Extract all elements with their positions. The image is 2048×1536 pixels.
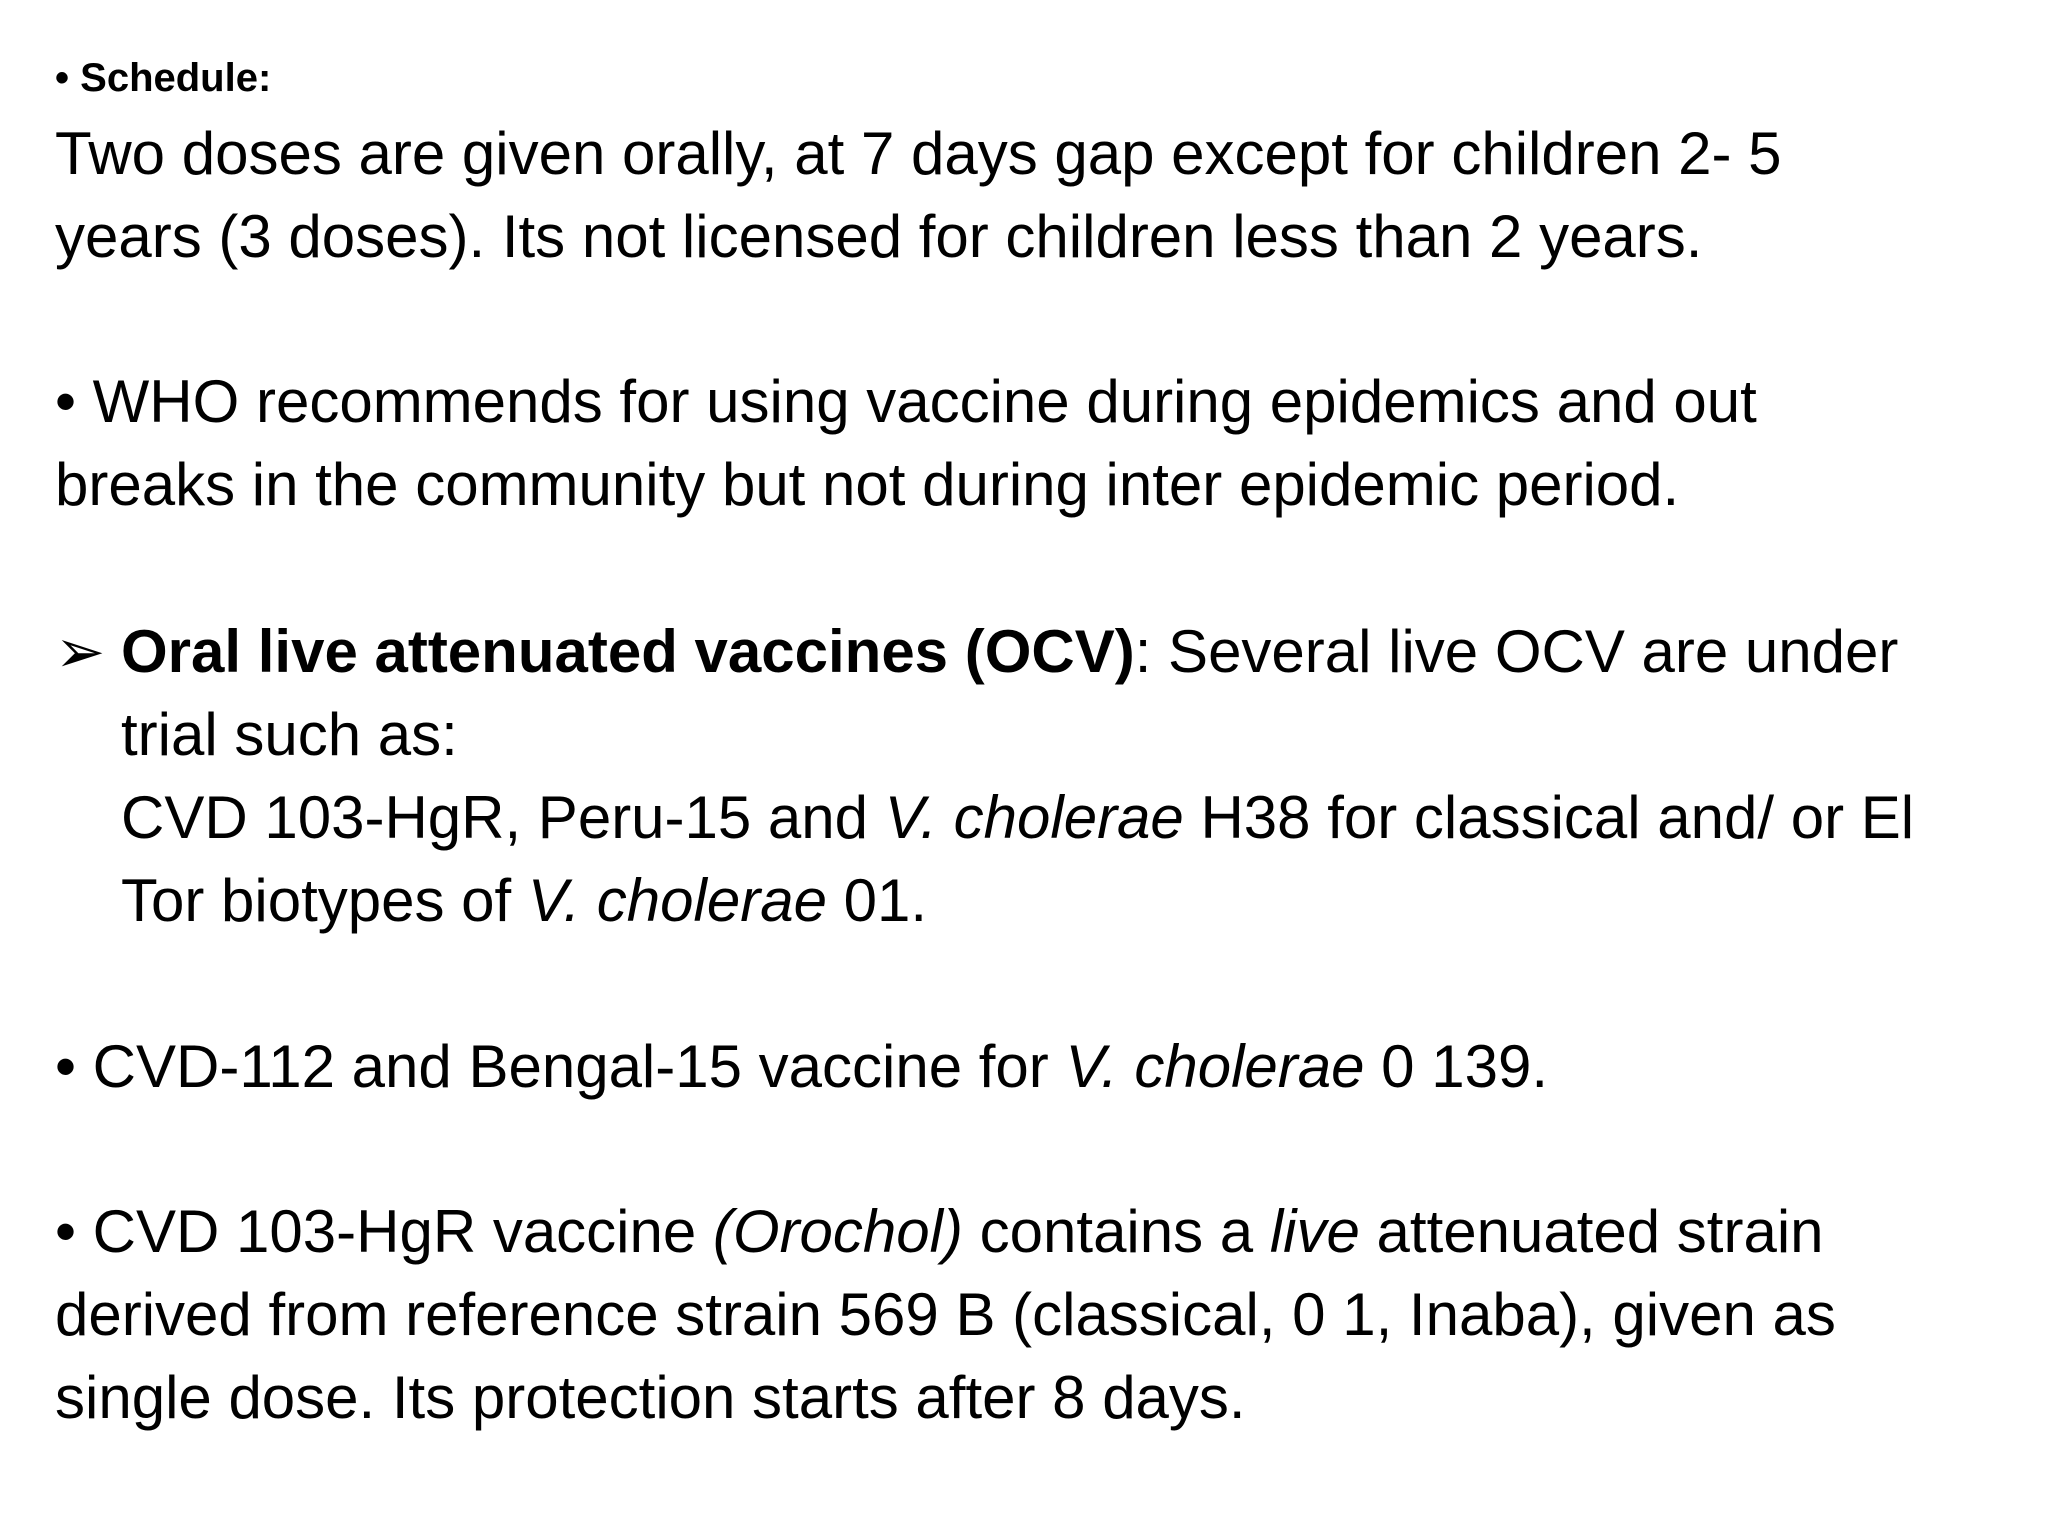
schedule-line-1: Two doses are given orally, at 7 days gap except for children 2- 5	[55, 120, 1782, 187]
cvd112-italic: V. cholerae	[1065, 1033, 1365, 1100]
bullet: •	[55, 56, 70, 100]
cvd103-line-1	[55, 1190, 2015, 1273]
ocv-line-4-italic: V. cholerae	[527, 867, 827, 934]
ocv-line-4-b: 01.	[826, 867, 928, 934]
cvd112-paragraph	[55, 1025, 2015, 1108]
schedule-heading-text: Schedule:	[80, 56, 272, 100]
ocv-line-1	[55, 610, 2015, 693]
ocv-line-3	[55, 776, 2015, 859]
ocv-line-3-a: CVD 103-HgR, Peru-15 and	[121, 784, 885, 851]
ocv-line-3-italic: V. cholerae	[884, 784, 1184, 851]
cvd103-line-1-c: attenuated strain	[1359, 1198, 1824, 1265]
arrow-bullet-icon: ➢	[55, 618, 106, 685]
ocv-line-1-rest: : Several live OCV are under	[1134, 618, 1899, 685]
ocv-bold-term: Oral live attenuated vaccines (OCV)	[121, 618, 1135, 685]
cvd112-line	[55, 1025, 2015, 1108]
who-line-1: • WHO recommends for using vaccine during epidemics and out	[55, 368, 1757, 435]
cvd112-text-a: • CVD-112 and Bengal-15 vaccine for	[55, 1033, 1066, 1100]
who-line-2: breaks in the community but not during inter epidemic period.	[55, 451, 1680, 518]
ocv-line-4-a: Tor biotypes of	[121, 867, 528, 934]
who-paragraph	[55, 360, 2015, 526]
cvd103-paragraph	[55, 1190, 2015, 1439]
cvd103-orochol: (Orochol)	[712, 1198, 963, 1265]
cvd103-live: live	[1269, 1198, 1360, 1265]
schedule-line-2: years (3 doses). Its not licensed for children less than 2 years.	[55, 203, 1703, 270]
schedule-heading	[55, 52, 2015, 104]
ocv-line-3-b: H38 for classical and/ or El	[1183, 784, 1915, 851]
cvd103-line-3: single dose. Its protection starts after 8 days.	[55, 1364, 1246, 1431]
cvd103-line-1-a: • CVD 103-HgR vaccine	[55, 1198, 713, 1265]
cvd112-text-b: 0 139.	[1364, 1033, 1549, 1100]
schedule-paragraph	[55, 112, 2015, 278]
ocv-line-4	[55, 859, 2015, 942]
cvd103-line-1-b: contains a	[962, 1198, 1270, 1265]
ocv-line-2: trial such as:	[121, 701, 458, 768]
ocv-paragraph	[55, 610, 2015, 942]
cvd103-line-2: derived from reference strain 569 B (classical, 0 1, Inaba), given as	[55, 1281, 1836, 1348]
